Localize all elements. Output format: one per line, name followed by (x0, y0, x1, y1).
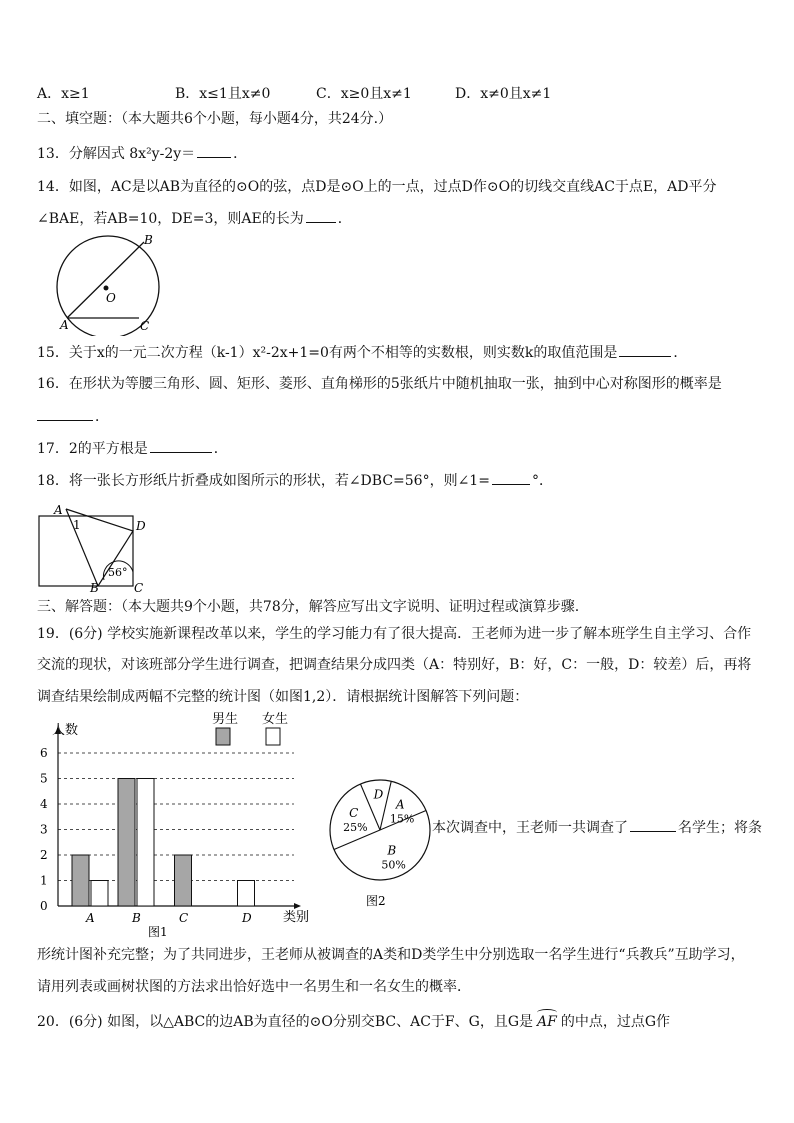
pie-chart-figure-2 (328, 776, 434, 936)
y-tick-label: 6 (40, 746, 48, 760)
pie-label-C: C (349, 806, 359, 821)
question-16-line2: ． (37, 406, 764, 426)
answer-blank (492, 470, 530, 485)
bar-male-B (118, 779, 135, 907)
answer-blank (197, 143, 231, 158)
answer-blank (37, 406, 93, 421)
x-tick-label: B (132, 911, 141, 925)
x-tick-label: A (86, 911, 95, 925)
label-c: C (134, 581, 144, 594)
x-axis-arrow (294, 903, 301, 909)
y-tick-label: 1 (40, 873, 48, 888)
question-16-line1: 16．在形状为等腰三角形、圆、矩形、菱形、直角梯形的5张纸片中随机抽取一张，抽到中心对称图形的概率是 (37, 376, 722, 392)
bar-male-C (175, 855, 192, 906)
legend-swatch (266, 728, 280, 745)
pie-label-B: B (387, 843, 397, 858)
x-axis-label: 类别 (283, 910, 310, 925)
label-angle-1: 1 (73, 518, 81, 532)
pie-label-A: A (395, 797, 405, 812)
label-b: B (90, 581, 99, 594)
section-2-heading: 二、填空题：（本大题共6个小题，每小题4分，共24分.） (37, 111, 393, 127)
question-13: 13．分解因式 8x²y-2y＝ ． (37, 143, 764, 163)
chart-title: 图1 (148, 925, 168, 939)
question-17: 17．2的平方根是 ． (37, 438, 764, 458)
question-19-line3: 调查结果绘制成两幅不完整的统计图（如图1,2）．请根据统计图解答下列问题： (37, 689, 529, 705)
section-3-heading: 三、解答题：（本大题共9个小题，共78分，解答应写出文字说明、证明过程或演算步骤. (37, 599, 580, 615)
bar-chart-figure-1 (28, 708, 328, 940)
legend-label: 女生 (262, 712, 289, 727)
label-d: D (136, 519, 146, 533)
label-o: O (106, 291, 116, 305)
fold-line (66, 509, 98, 586)
option-b: B．x≤1且x≠0 (175, 86, 271, 102)
question-14-line1: 14．如图，AC是以AB为直径的⊙O的弦，点D是⊙O上的一点，过点D作⊙O的切线交直线AC于点E，AD平分 (37, 179, 717, 195)
question-19-side-text: 本次调查中，王老师一共调查了 名学生；将条 (432, 817, 762, 837)
y-axis-label: 人数 (52, 723, 79, 738)
bar-female-D (238, 881, 255, 907)
bar-female-B (137, 779, 154, 907)
question-19-line4: 形统计图补充完整；为了共同进步，王老师从被调查的A类和D类学生中分别选取一名学生进行“兵教兵”互助学习， (37, 947, 745, 963)
option-c: C．x≥0且x≠1 (316, 86, 412, 102)
chart-title: 图2 (366, 894, 386, 908)
center-point (104, 286, 109, 291)
question-19-line2: 交流的现状，对该班部分学生进行调查，把调查结果分成四类（A：特别好，B：好，C：一般，D：较差）后，再将 (37, 657, 752, 673)
y-tick-label: 2 (40, 848, 48, 862)
label-c: C (140, 319, 150, 333)
answer-blank (306, 208, 336, 223)
pie-value-A: 15% (389, 812, 415, 826)
answer-blank (619, 342, 671, 357)
y-tick-label: 3 (40, 822, 48, 837)
bar-male-A (72, 855, 89, 906)
arc-mark (537, 1009, 557, 1016)
label-b: B (144, 233, 153, 247)
pie-label-D: D (373, 787, 384, 802)
question-18: 18．将一张长方形纸片折叠成如图所示的形状，若∠DBC=56°，则∠1= °． (37, 470, 764, 490)
answer-blank (630, 817, 676, 832)
pie-value-B: 50% (381, 858, 406, 872)
label-a: A (60, 318, 69, 332)
y-tick-label: 4 (40, 797, 48, 811)
legend-swatch (216, 728, 230, 745)
x-tick-label: D (242, 911, 252, 925)
label-56-degrees: 56° (108, 566, 128, 579)
question-15: 15．关于x的一元二次方程（k-1）x²-2x+1=0有两个不相等的实数根，则实数k的取值范围是 ． (37, 342, 764, 362)
arc-af: AF (537, 1013, 557, 1031)
option-a: A．x≥1 (37, 86, 90, 102)
x-tick-label: C (179, 911, 189, 925)
answer-blank (150, 438, 212, 453)
y-tick-label: 0 (40, 899, 48, 913)
pie-value-C: 25% (343, 821, 368, 835)
question-19-line1: 19．(6分) 学校实施新课程改革以来，学生的学习能力有了很大提高．王老师为进一步了解本班学生自主学习、合作 (37, 626, 752, 642)
q14-circle-figure (50, 228, 168, 336)
option-d: D．x≠0且x≠1 (455, 86, 552, 102)
question-20: 20．(6分) 如图，以△ABC的边AB为直径的⊙O分别交BC、AC于F、G，且G是 AF 的中点，过点G作 (37, 1013, 764, 1031)
question-19-line5: 请用列表或画树状图的方法求出恰好选中一名男生和一名女生的概率． (37, 979, 471, 995)
label-a: A (54, 503, 63, 517)
question-14-line2: ∠BAE，若AB=10，DE=3，则AE的长为 ． (37, 208, 764, 228)
bar-female-A (91, 881, 108, 907)
y-tick-label: 5 (40, 771, 48, 786)
q18-folded-paper-figure (34, 494, 158, 594)
diameter-ab (67, 242, 144, 318)
legend-label: 男生 (212, 712, 239, 727)
